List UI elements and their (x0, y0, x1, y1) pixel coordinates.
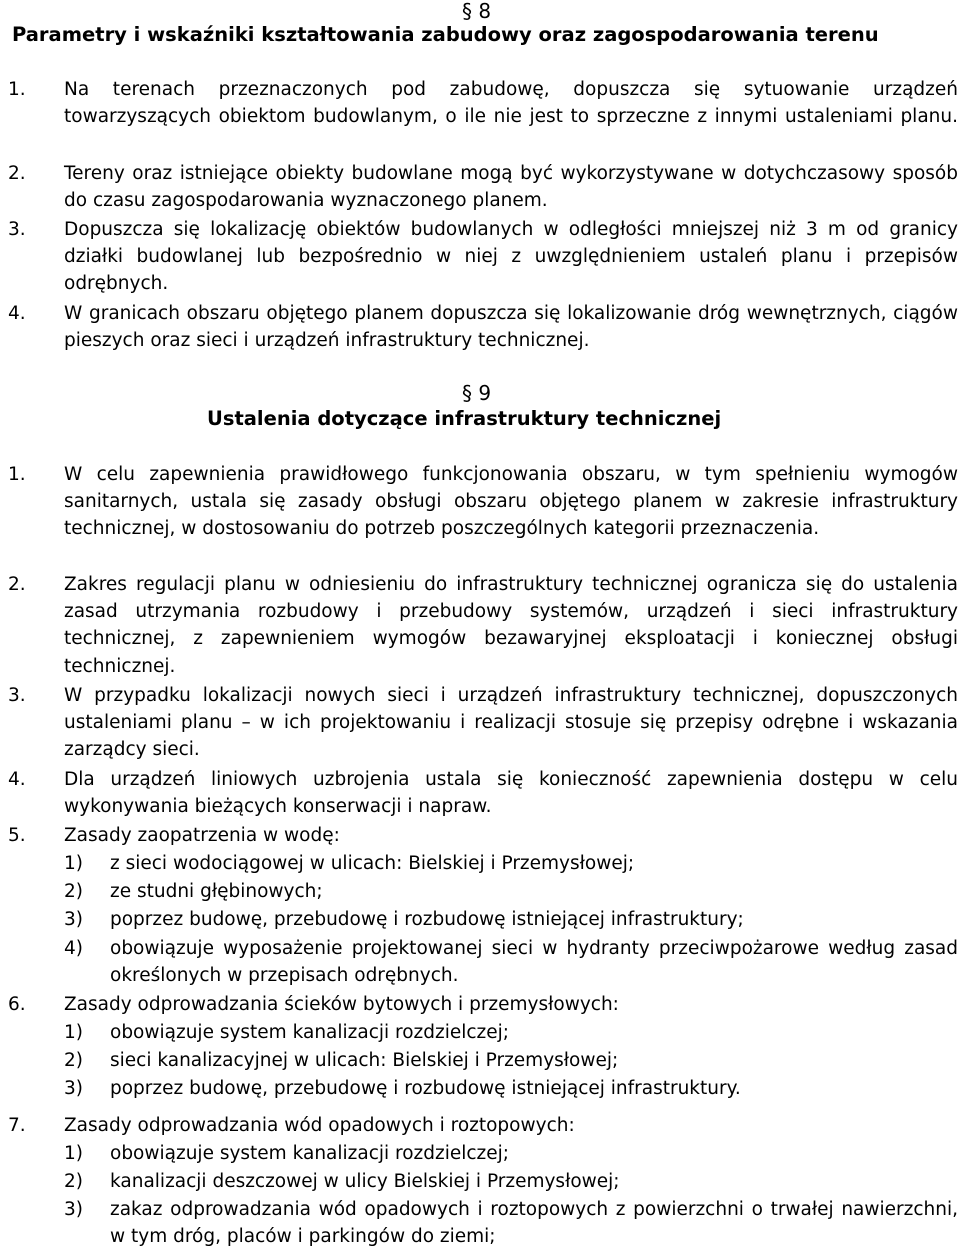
section-8-sign: § 8 (462, 0, 492, 23)
sec8-item-1 (8, 76, 958, 130)
sub-text: obowiązuje system kanalizacji rozdzielczej; (110, 1022, 510, 1043)
item-text: Na terenach przeznaczonych pod zabudowę, dopuszcza się sytuowanie urządzeń towarzyszących obiektom budowlanym, o ile nie jest to sprzeczne z innymi ustaleniami planu. (64, 79, 958, 128)
sec9-item-7-sub-3 (64, 1196, 958, 1250)
sec9-item-5-sub-3 (64, 906, 958, 933)
section-9-sign: § 9 (462, 381, 492, 405)
item-text: Dopuszcza się lokalizację obiektów budowlanych w odległości mniejszej niż 3 m od granicy działki budowlanej lub bezpośrednio w niej z uwzględnieniem ustaleń planu i przepisów odrębnych. (64, 219, 958, 295)
sec9-item-3 (8, 682, 958, 764)
sub-number: 1) (64, 1143, 83, 1164)
item-text: W granicach obszaru objętego planem dopuszcza się lokalizowanie dróg wewnętrznych, ciągów pieszych oraz sieci i urządzeń infrastruktury technicznej. (64, 303, 958, 352)
sub-number: 2) (64, 881, 83, 902)
item-number: 2. (8, 163, 26, 184)
item-text: Dla urządzeń liniowych uzbrojenia ustala się konieczność zapewnienia dostępu w celu wykonywania bieżących konserwacji i napraw. (64, 769, 958, 818)
sub-text: poprzez budowę, przebudowę i rozbudowę istniejącej infrastruktury; (110, 909, 744, 930)
item-number: 1. (8, 79, 26, 100)
item-number: 6. (8, 994, 26, 1015)
sub-number: 2) (64, 1171, 83, 1192)
sec8-item-3 (8, 216, 958, 298)
sub-text: z sieci wodociągowej w ulicach: Bielskiej i Przemysłowej; (110, 853, 635, 874)
sec9-item-5-sub-2 (64, 878, 958, 905)
sec8-item-4 (8, 300, 958, 354)
item-text: Zasady odprowadzania ścieków bytowych i przemysłowych: (64, 994, 619, 1015)
sec9-item-6-sub-3 (64, 1075, 958, 1102)
sub-number: 3) (64, 1199, 83, 1220)
item-text: Zasady zaopatrzenia w wodę: (64, 825, 340, 846)
item-text: W celu zapewnienia prawidłowego funkcjonowania obszaru, w tym spełnieniu wymogów sanitarnych, ustala się zasady obsługi obszaru objętego planem w zakresie infrastruktury technicznej, w dostosowaniu do potrzeb poszczególnych kategorii przeznaczenia. (64, 464, 958, 540)
sub-number: 2) (64, 1050, 83, 1071)
sec9-item-6-sub-2 (64, 1047, 958, 1074)
sec8-item-2 (8, 160, 958, 214)
sub-text: kanalizacji deszczowej w ulicy Bielskiej i Przemysłowej; (110, 1171, 620, 1192)
sec9-item-7 (8, 1112, 958, 1139)
sub-number: 4) (64, 938, 83, 959)
item-number: 1. (8, 464, 26, 485)
sub-number: 3) (64, 909, 83, 930)
sec9-item-5-sub-4 (64, 935, 958, 989)
sub-text: sieci kanalizacyjnej w ulicach: Bielskiej i Przemysłowej; (110, 1050, 619, 1071)
sec9-item-7-sub-2 (64, 1168, 958, 1195)
item-number: 2. (8, 574, 26, 595)
sec9-item-4 (8, 766, 958, 820)
item-text: Tereny oraz istniejące obiekty budowlane mogą być wykorzystywane w dotychczasowy sposób do czasu zagospodarowania wyznaczonego planem. (64, 163, 958, 212)
item-text: Zasady odprowadzania wód opadowych i roztopowych: (64, 1115, 575, 1136)
item-number: 4. (8, 303, 26, 324)
item-text: W przypadku lokalizacji nowych sieci i urządzeń infrastruktury technicznej, dopuszczonych ustaleniami planu – w ich projektowaniu i realizacji stosuje się przepisy odrębne i wskazania zarządcy sieci. (64, 685, 958, 761)
sub-number: 1) (64, 853, 83, 874)
item-number: 4. (8, 769, 26, 790)
section-8-title: Parametry i wskaźniki kształtowania zabudowy oraz zagospodarowania terenu (12, 23, 879, 46)
sub-text: ze studni głębinowych; (110, 881, 323, 902)
sub-text: obowiązuje wyposażenie projektowanej sieci w hydranty przeciwpożarowe według zasad określonych w przepisach odrębnych. (110, 938, 958, 987)
sec9-item-6 (8, 991, 958, 1018)
item-number: 3. (8, 219, 26, 240)
sub-text: poprzez budowę, przebudowę i rozbudowę istniejącej infrastruktury. (110, 1078, 741, 1099)
sec9-item-6-sub-1 (64, 1019, 958, 1046)
sub-text: obowiązuje system kanalizacji rozdzielczej; (110, 1143, 510, 1164)
sec9-item-2 (8, 571, 958, 680)
sub-number: 3) (64, 1078, 83, 1099)
sub-number: 1) (64, 1022, 83, 1043)
item-number: 5. (8, 825, 26, 846)
sec9-item-5 (8, 822, 958, 849)
section-9-title: Ustalenia dotyczące infrastruktury technicznej (207, 407, 722, 430)
item-number: 7. (8, 1115, 26, 1136)
item-text: Zakres regulacji planu w odniesieniu do infrastruktury technicznej ogranicza się do ustalenia zasad utrzymania rozbudowy i przebudowy systemów, urządzeń i sieci infrastruktury technicznej, z zapewnieniem wymogów bezawaryjnej eksploatacji i koniecznej obsługi technicznej. (64, 574, 958, 677)
sec9-item-5-sub-1 (64, 850, 958, 877)
item-number: 3. (8, 685, 26, 706)
sub-text: zakaz odprowadzania wód opadowych i roztopowych z powierzchni o trwałej nawierzchni, w tym dróg, placów i parkingów do ziemi; (110, 1199, 958, 1248)
sec9-item-1 (8, 461, 958, 543)
sec9-item-7-sub-1 (64, 1140, 958, 1167)
